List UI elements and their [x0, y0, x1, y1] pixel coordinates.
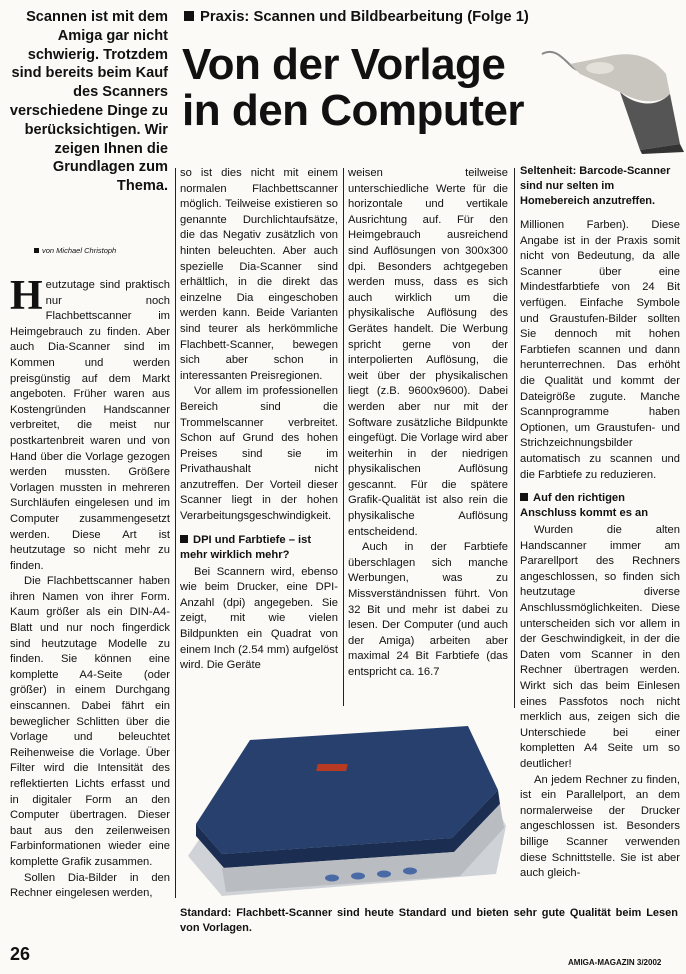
dropcap: H — [10, 273, 43, 319]
bullet-square-icon — [184, 11, 194, 21]
barcode-caption: Seltenheit: Barcode-Scanner sind nur selten im Homebereich anzutreffen. — [520, 165, 671, 207]
paragraph — [10, 273, 170, 574]
paragraph: Die Flachbettscanner haben ihren Namen von ihrer Form. Kaum größer als ein DIN-A4-Blatt und nur noch fingerdick sind heutzutage Modelle zu finden. Sie können eine komplette A4-Seite (oder größer) in einem Durchgang einscannen. Dabei fährt ein beweglicher Schlitten über die Vorlage und beleuchtet Reihenweise die Vorlage. Über Filter wird die Intensität des reflektierten Lichts erfasst und in digitaler Form an den Computer übertragen. Dieser baut aus den zeilenweisen Farbinformationen wieder eine komplette Grafik zusammen. — [10, 575, 170, 868]
subheading-text: Auf den richtigen Anschluss kommt es an — [520, 492, 649, 520]
column-divider — [343, 168, 344, 708]
column-2 — [180, 166, 338, 674]
intro-teaser: Scannen ist mit dem Amiga gar nicht schwierig. Trotzdem sind bereits beim Kauf des Scanners verschiedene Dinge zu berücksichtigen. Wir zeigen Ihnen die Grundlagen zum Thema. — [9, 9, 168, 195]
title-line-1: Von der Vorlage — [182, 40, 506, 89]
bullet-square-icon — [34, 248, 39, 253]
barcode-scanner-image — [540, 34, 686, 154]
bullet-square-icon — [180, 535, 188, 543]
paragraph: An jedem Rechner zu finden, ist ein Parallelport, an dem normalerweise der Drucker angeschlossen ist. Besonders billige Scanner verwenden diese Schnittstelle. Sie ist aber auch gleich- — [520, 773, 680, 880]
paragraph: Auch in der Farbtiefe überschlagen sich manche Werbungen, was zu Missverständnissen führt. Von 32 Bit und mehr ist dabei zu lesen. Der Computer (und auch der Amiga) arbeiten aber maximal 24 Bit Farbtiefe (das entspricht ca. 16.7 — [348, 541, 508, 678]
column-divider — [514, 168, 515, 708]
column-divider — [175, 168, 176, 898]
column-3 — [348, 166, 508, 681]
paragraph: Wurden die alten Handscanner immer am Pararellport des Rechners angeschlossen, so finden sich heutzutage diverse Anschlussmöglichkeiten. Diese unterscheiden sich vor allem in der Geschwindigkeit, in der die Daten vom Scanner in den Rechner übertragen werden. Wirkt sich das beim Einlesen eines Passfotos noch nicht merklich aus, zeigen sich die Unterschiede bei einer kompletten A4 Seite um so deutlicher! — [520, 524, 680, 770]
bullet-square-icon — [520, 493, 528, 501]
paragraph: Vor allem im professionellen Bereich sind die Trommelscanner verbreitet. Schon auf Grund des hohen Preises sind sie im Privathaushalt nicht anzutreffen. Der Vorteil dieser Scanner liegt in der hohen Verarbeitungsgeschwindigkeit. — [180, 385, 338, 523]
subheading — [520, 491, 680, 521]
paragraph-text: eutzutage sind praktisch nur noch Flachbettscanner im Heimgebrauch zu finden. Aber auch Dia-Scanner sind im Kommen und werden preisgünstig auf dem Markt angeboten. Früher waren aus Kostengründen Handscanner verbreitet, die meist nur postkartenbreit waren und von Hand über die Vorlage gezogen werden mussten. Größere Vorlagen mussten in mehreren Surchläufen eingelesen und im Computer zusammengesetzt werden. Diese Art ist heutzutage so nicht mehr zu finden. — [10, 279, 170, 572]
title-line-2: in den Computer — [182, 86, 525, 135]
paragraph: Sollen Dia-Bilder in den Rechner eingelesen werden, — [10, 871, 170, 900]
paragraph: weisen teilweise unterschiedliche Werte für die horizontale und vertikale Ausrichtung auf. Für den Heimgebrauch ausreichend sind Auflösungen von 300x300 dpi. Besonders achtgegeben werden muss, dass es sich auch wirklich um die physikalische Auflösung des Gerätes handelt. Die Werbung spricht gerne von der interpolierten Auflösung, die weit über der physikalischen liegt (z.B. 9600x9600). Dabei werden aber nur mit der Software zusätzliche Bildpunkte eingefügt. Die Vorlage wird aber weiterhin in der niedrigen physikalischen Auflösung gescannt. Für die spätere Grafik-Qualität ist also rein die physikalische Auflösung entscheidend. — [348, 167, 508, 538]
subheading-text: DPI und Farbtiefe – ist mehr wirklich mehr? — [180, 533, 312, 561]
series-heading — [184, 8, 529, 26]
magazine-footer: AMIGA-MAGAZIN 3/2002 — [568, 958, 662, 967]
column-4 — [520, 218, 680, 882]
paragraph: Millionen Farben). Diese Angabe ist in der Praxis somit nicht von Bedeutung, da alle Scanner über eine Mindestfarbtiefe von 24 Bit verfügen. Einfache Symbole und Graustufen-Bilder sollten Sie dennoch mit hohen Farbtiefen scannen und dann herunterrechnen. Das erhöht die Qualität und kommt der Dateigröße zugute. Manche Scannprogramme haben Optionen, um Graustufen- und Strichzeichnungsbilder automatisch zu scannen und die Farbtiefe zu reduzieren. — [520, 219, 680, 481]
flatbed-caption: Standard: Flachbett-Scanner sind heute Standard und bieten sehr gute Qualität beim Lesen von Vorlagen. — [180, 907, 678, 934]
article-title — [182, 42, 572, 134]
subheading — [180, 533, 338, 563]
paragraph: Bei Scannern wird, ebenso wie beim Drucker, eine DPI-Anzahl (dpi) angegeben. Sie zeigt, mit wie vielen Bildpunkten ein Quadrat von einem Inch (2.54 mm) aufgelöst wird. Die Geräte — [180, 565, 338, 672]
author-line — [34, 246, 116, 255]
paragraph: so ist dies nicht mit einem normalen Flachbettscanner möglich. Teilweise existieren so genannte Durchlichtaufsätze, die das Negativ zusätzlich von hinten beleuchten. Aber auch spezielle Dia-Scanner sind erhältlich, in die direkt das einzelne Dia eingeschoben werden kann. Beide Varianten sind teurer als herkömmliche Flachbett-Scanner, bewegen sich aber schon in interessanten Preisregionen. — [180, 167, 338, 382]
column-1 — [10, 273, 170, 902]
flatbed-scanner-image — [182, 706, 512, 902]
page-number: 26 — [10, 944, 31, 964]
author-name: von Michael Christoph — [42, 246, 117, 255]
series-label: Praxis: Scannen und Bildbearbeitung (Folge 1) — [200, 9, 529, 25]
